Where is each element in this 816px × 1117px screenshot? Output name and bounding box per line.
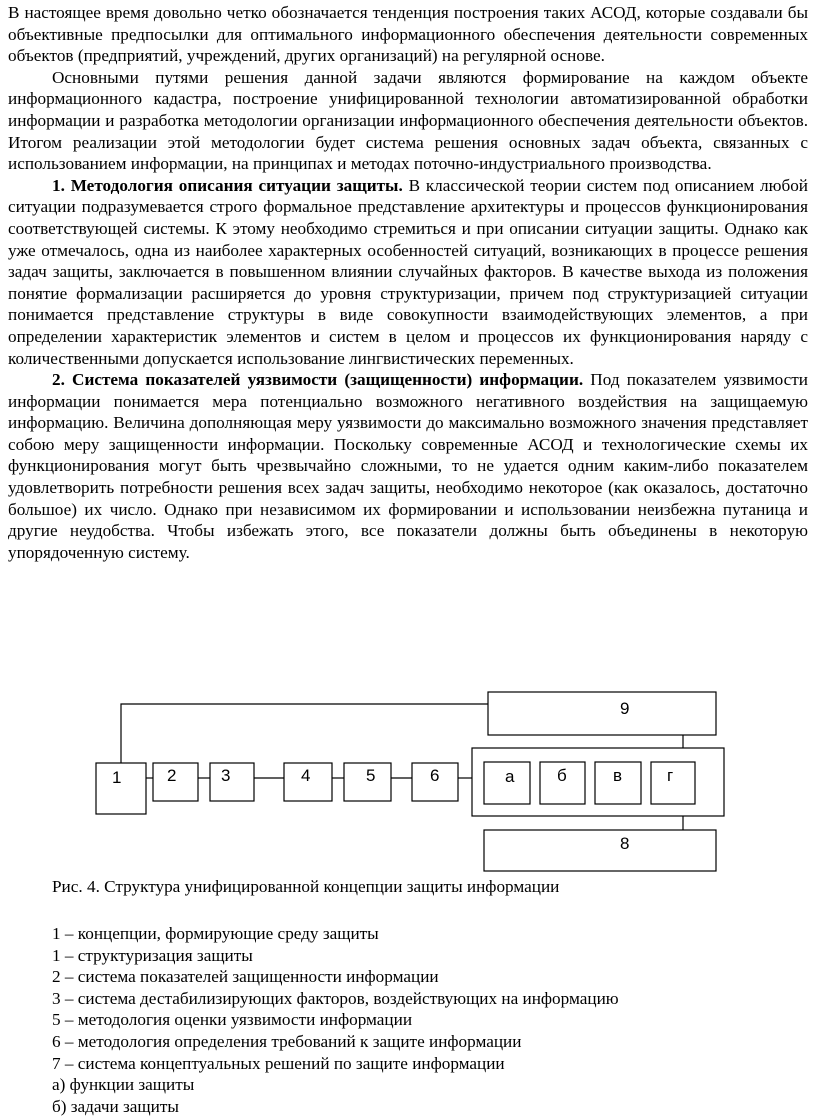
box-9-label: 9 bbox=[620, 699, 630, 718]
section-2-heading: 2. Система показателей уязвимости (защищенности) информации. bbox=[52, 370, 584, 390]
figure-caption: Рис. 4. Структура унифицированной концепции защиты информации bbox=[52, 877, 560, 896]
legend-item: 6 – методология определения требований к защите информации bbox=[52, 1031, 522, 1051]
legend-item: 1 – структуризация защиты bbox=[52, 945, 253, 965]
sub-box-a-label: а bbox=[505, 767, 515, 786]
box-1-label: 1 bbox=[112, 768, 122, 787]
legend-item: 5 – методология оценки уязвимости информации bbox=[52, 1010, 413, 1030]
legend-item: 3 – система дестабилизирующих факторов, воздействующих на информацию bbox=[52, 988, 619, 1008]
paragraph-3 bbox=[8, 175, 808, 369]
body-text bbox=[8, 2, 808, 563]
box-4-label: 4 bbox=[301, 766, 311, 785]
box-2-label: 2 bbox=[167, 766, 177, 785]
box-3-label: 3 bbox=[221, 766, 231, 785]
box-8-label: 8 bbox=[620, 834, 630, 853]
sub-box-v-label: в bbox=[613, 766, 623, 785]
paragraph-4 bbox=[8, 369, 808, 563]
box-6-label: 6 bbox=[430, 766, 440, 785]
paragraph-1: В настоящее время довольно четко обозначается тенденция построения таких АСОД, которые создавали бы объективные предпосылки для оптимального информационного обеспечения деятельности современных объектов (предприятий, учреждений, других организаций) на регулярной основе. bbox=[8, 3, 808, 66]
structure-diagram bbox=[0, 680, 816, 890]
section-1-heading: 1. Методология описания ситуации защиты. bbox=[52, 175, 403, 195]
box-5-label: 5 bbox=[366, 766, 376, 785]
legend-item: а) функции защиты bbox=[52, 1075, 195, 1095]
legend-item: 2 – система показателей защищенности информации bbox=[52, 967, 439, 987]
paragraph-2: Основными путями решения данной задачи являются формирование на каждом объекте информационного кадастра, построение унифицированной технологии автоматизированной обработки информации и разработка методологии организации информационного обеспечения деятельности объектов. Итогом реализации этой методологии будет система решения основных задач объекта, связанных с использованием информации, на принципах и методах поточно-индустриального производства. bbox=[8, 67, 808, 174]
section-1-body: В классической теории систем под описанием любой ситуации подразумевается строго формальное представление архитектуры и процессов функционирования соответствующей системы. К этому необходимо стремиться и при описании ситуации защиты. Однако как уже отмечалось, одна из наиболее характерных особенностей ситуаций, возникающих в процессе решения задач защиты, заключается в повышенном влиянии случайных факторов. В качестве выхода из положения понятие формализации расширяется до уровня структуризации, причем под структуризацией ситуации понимается представление структуры в виде совокупности взаимодействующих элементов, а при определении характеристик элементов и систем в целом и процессов их функционирования наряду с количественными допускается использование лингвистических переменных. bbox=[8, 175, 808, 368]
section-2-body: Под показателем уязвимости информации понимается мера потенциально возможного негативного воздействия на защищаемую информацию. Величина дополняющая меру уязвимости до максимально возможного значения представляет собою меру защищенности информации. Поскольку современные АСОД и технологические схемы их функционирования могут быть чрезвычайно сложными, то не удается одним каким-либо показателем удовлетворить потребности решения всех задач защиты, необходимо некоторое (как оказалось, достаточно большое) их число. Однако при независимом их формировании и использовании неизбежна путаница и другие неудобства. Чтобы избежать этого, все показатели должны быть объединены в некоторую упорядоченную систему. bbox=[8, 370, 808, 562]
figure-legend bbox=[52, 923, 619, 1117]
sub-box-g-label: г bbox=[667, 766, 674, 785]
sub-box-b-label: б bbox=[557, 766, 567, 785]
connector-1-to-9 bbox=[121, 704, 488, 763]
box-3 bbox=[210, 763, 254, 801]
box-9 bbox=[488, 692, 716, 735]
legend-item: 1 – концепции, формирующие среду защиты bbox=[52, 924, 379, 943]
box-8 bbox=[484, 830, 716, 871]
legend-item: 7 – система концептуальных решений по защите информации bbox=[52, 1053, 505, 1073]
legend-item: б) задачи защиты bbox=[52, 1096, 179, 1116]
